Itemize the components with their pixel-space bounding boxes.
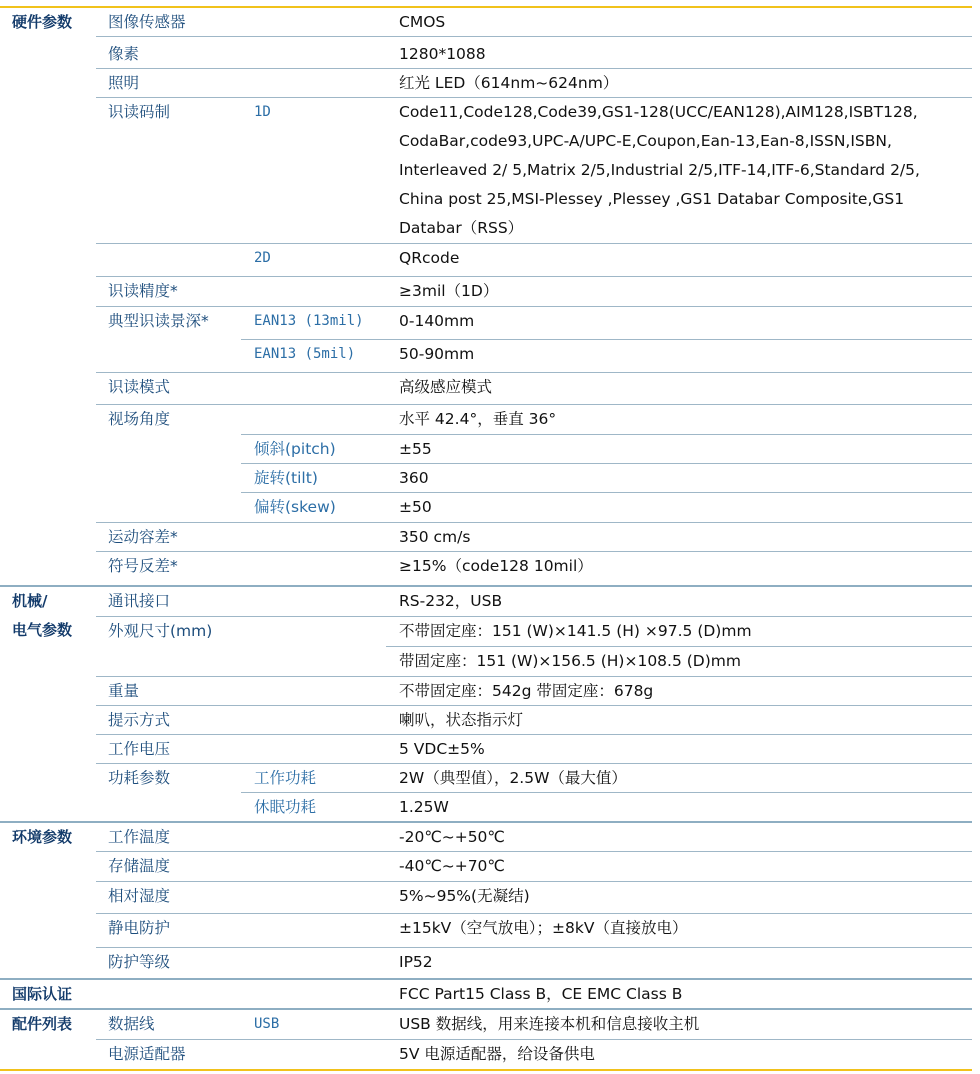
param-value (399, 647, 741, 676)
section-label (12, 1010, 72, 1039)
param-name: 像素 (108, 45, 140, 63)
param-value-line: 红光 LED（614nm~624nm） (399, 74, 619, 92)
param-value-line: CMOS (399, 13, 446, 31)
param-value-line: ≥15%（code128 10mil） (399, 557, 593, 575)
param-value-line: 0-140mm (399, 312, 475, 330)
sub-param: 休眠功耗 (254, 798, 317, 816)
sub-param: 工作功耗 (254, 769, 317, 787)
table-row (0, 340, 980, 373)
param-value-line: Code11,Code128,Code39,GS1-128(UCC/EAN128),AIM128,ISBT128, (399, 103, 918, 121)
sub-param: USB (254, 1016, 280, 1032)
table-row (0, 948, 980, 980)
param-name: 重量 (108, 682, 140, 700)
param-value (399, 435, 432, 464)
param-value-line: 360 (399, 469, 429, 487)
table-row (0, 307, 980, 340)
param-name: 防护等级 (108, 953, 171, 971)
table-row (0, 405, 980, 435)
section-label-line: 硬件参数 (12, 13, 73, 31)
param-name: 视场角度 (108, 410, 171, 428)
table-row (0, 677, 980, 706)
sub-param: EAN13 (13mil) (254, 313, 364, 329)
table-row (0, 980, 980, 1010)
param-value (399, 677, 653, 706)
param-value-line: 5 VDC±5% (399, 740, 485, 758)
param-name: 数据线 (108, 1015, 155, 1033)
table-row (0, 373, 980, 405)
table-row (0, 647, 980, 677)
param-value (399, 823, 505, 852)
table-row (0, 493, 980, 523)
param-value (399, 1040, 595, 1069)
param-name: 功耗参数 (108, 769, 171, 787)
param-value-line: IP52 (399, 953, 433, 971)
param-value (399, 552, 593, 581)
param-name: 通讯接口 (108, 592, 171, 610)
param-value (399, 8, 445, 37)
param-value (399, 914, 687, 943)
param-value (399, 405, 556, 434)
param-value-line: ±50 (399, 498, 432, 516)
param-value-line: Databar（RSS） (399, 219, 524, 237)
param-value (399, 98, 964, 243)
param-value-line: Interleaved 2/ 5,Matrix 2/5,Industrial 2/5,ITF-14,ITF-6,Standard 2/5, (399, 161, 920, 179)
param-value (399, 373, 492, 402)
sub-param: 倾斜(pitch) (254, 440, 336, 458)
param-name: 识读码制 (108, 103, 171, 121)
param-value-line: -20℃~+50℃ (399, 828, 505, 846)
param-value-line: 不带固定座：542g 带固定座：678g (399, 682, 654, 700)
param-value (399, 617, 752, 646)
param-value-line: 1.25W (399, 798, 449, 816)
bottom-accent-line (0, 1069, 972, 1071)
table-row (0, 435, 980, 464)
param-name: 图像传感器 (108, 13, 186, 31)
table-row (0, 98, 980, 244)
row-divider (96, 36, 972, 37)
table-row (0, 552, 980, 587)
param-value-line: 喇叭，状态指示灯 (399, 711, 524, 729)
param-value (399, 464, 429, 493)
param-value-line: 5V 电源适配器，给设备供电 (399, 1045, 595, 1063)
param-value (399, 882, 530, 911)
param-name: 符号反差* (108, 557, 178, 575)
table-row (0, 706, 980, 735)
param-value-line: FCC Part15 Class B，CE EMC Class B (399, 985, 683, 1003)
param-value (399, 69, 618, 98)
section-label-line: 配件列表 (12, 1015, 73, 1033)
param-value-line: ±55 (399, 440, 432, 458)
param-name: 电源适配器 (108, 1045, 186, 1063)
param-value (399, 735, 485, 764)
section-label-line: 国际认证 (12, 985, 73, 1003)
param-value (399, 340, 474, 369)
sub-param: EAN13 (5mil) (254, 346, 356, 362)
table-row (0, 764, 980, 793)
table-row (0, 823, 980, 852)
param-name: 存储温度 (108, 857, 171, 875)
section-label-line: 机械/ (12, 592, 48, 610)
param-name: 识读模式 (108, 378, 171, 396)
section-label-line: 环境参数 (12, 828, 73, 846)
table-row (0, 914, 980, 948)
param-value-line: 2W（典型值），2.5W（最大值） (399, 769, 627, 787)
param-value (399, 764, 627, 793)
param-name: 识读精度* (108, 282, 178, 300)
param-value (399, 493, 432, 522)
param-value-line: USB 数据线，用来连接本机和信息接收主机 (399, 1015, 700, 1033)
param-name: 提示方式 (108, 711, 171, 729)
param-value (399, 1010, 699, 1039)
param-value (399, 40, 486, 69)
param-name: 照明 (108, 74, 140, 92)
param-name: 典型识读景深* (108, 312, 209, 330)
param-value (399, 852, 505, 881)
param-value-line: 5%~95%(无凝结) (399, 887, 530, 905)
param-value-line: 高级感应模式 (399, 378, 493, 396)
param-value (399, 523, 470, 552)
table-row (0, 277, 980, 307)
table-row (0, 8, 980, 37)
table-row (0, 617, 980, 647)
param-value (399, 587, 502, 616)
table-row (0, 852, 980, 882)
param-name: 工作电压 (108, 740, 171, 758)
param-name: 相对湿度 (108, 887, 171, 905)
sub-param: 旋转(tilt) (254, 469, 318, 487)
param-value-line: 350 cm/s (399, 528, 471, 546)
table-row (0, 793, 980, 823)
table-row (0, 464, 980, 493)
table-row (0, 1010, 980, 1040)
param-value (399, 980, 682, 1009)
param-name: 外观尺寸(mm) (108, 622, 213, 640)
param-value-line: ≥3mil（1D） (399, 282, 499, 300)
table-row (0, 40, 980, 69)
sub-param: 2D (254, 250, 271, 266)
param-value-line: -40℃~+70℃ (399, 857, 505, 875)
param-value-line: QRcode (399, 249, 460, 267)
param-name: 运动容差* (108, 528, 178, 546)
param-value-line: CodaBar,code93,UPC-A/UPC-E,Coupon,Ean-13,Ean-8,ISSN,ISBN, (399, 132, 892, 150)
param-value-line: 带固定座：151 (W)×156.5 (H)×108.5 (D)mm (399, 652, 741, 670)
param-value-line: ±15kV（空气放电）；±8kV（直接放电） (399, 919, 688, 937)
param-value-line: China post 25,MSI-Plessey ,Plessey ,GS1 Databar Composite,GS1 (399, 190, 905, 208)
param-value-line: 水平 42.4°，垂直 36° (399, 410, 557, 428)
param-name: 静电防护 (108, 919, 171, 937)
param-value (399, 244, 459, 273)
param-name: 工作温度 (108, 828, 171, 846)
table-row (0, 735, 980, 764)
table-row (0, 882, 980, 914)
sub-param: 偏转(skew) (254, 498, 336, 516)
param-value-line: 1280*1088 (399, 45, 486, 63)
param-value (399, 706, 523, 735)
table-row (0, 244, 980, 277)
table-row (0, 1040, 980, 1069)
param-value-line: 不带固定座：151 (W)×141.5 (H) ×97.5 (D)mm (399, 622, 752, 640)
sub-param: 1D (254, 104, 271, 120)
param-value-line: 50-90mm (399, 345, 475, 363)
section-label (12, 823, 72, 852)
table-row (0, 69, 980, 98)
section-label (12, 8, 72, 37)
param-value (399, 948, 433, 977)
section-label (12, 980, 72, 1009)
param-value (399, 793, 449, 822)
table-row (0, 523, 980, 552)
param-value (399, 307, 474, 336)
param-value (399, 277, 498, 306)
param-value-line: RS-232，USB (399, 592, 503, 610)
section-label-line: 电气参数 (12, 621, 73, 639)
